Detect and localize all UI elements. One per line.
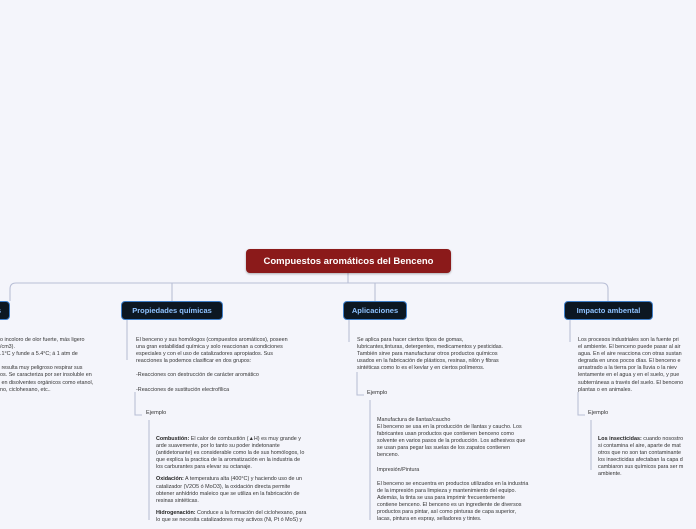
topic-propiedades-quimicas[interactable]	[121, 301, 223, 320]
insecticidas-item	[598, 436, 683, 479]
hidrogenacion-desc: Conduce a la formación del ciclohexano, para lo que se necesita catalizadores muy activos (Ni, Pt ó MoS) y	[156, 509, 307, 523]
hidrogenacion-item	[156, 510, 306, 524]
hidrogenacion-term: Hidrogenación:	[156, 509, 196, 516]
aplicaciones-ejemplo-details: Manufactura de llantas/caucho El benceno se usa en la producción de llantas y caucho. Los fabricantes usan productos que contienen benceno como solvente en varios pasos de la producción. Los adhesivos que se usan para pegar las suelas de los zapatos contienen benceno. Impresión/Pintura El benceno se encuentra en productos utilizados en la industria de la impresión para limpieza y mantenimiento del equipo. Además, la tinta se usa para imprimir frecuentemente contiene benceno. El benceno es un ingrediente de diversos productos para pintar, así como pinturas de capa superior, lacas, pintura en espray, selladores y tintes.	[377, 417, 529, 523]
topic-aplicaciones-label: Aplicaciones	[351, 306, 399, 315]
topic-aplicaciones[interactable]	[343, 301, 407, 320]
topic-left-partial[interactable]	[0, 301, 10, 320]
topic-left-label	[0, 306, 1, 315]
propiedades-text: El benceno y sus homólogos (compuestos aromáticos), poseen una gran estabilidad química y solo reaccionan a condiciones especiales y con el uso de catalizadores apropiados. Sus reacciones la podemos clasificar en dos grupos: -Reacciones con destrucción de carácter aromático -Reacciones de sustitución electrofílica	[136, 337, 288, 393]
oxidacion-term: Oxidación:	[156, 476, 184, 483]
aplicaciones-ejemplo-label[interactable]: Ejemplo	[367, 390, 388, 396]
topic-propiedades-label: Propiedades químicas	[132, 306, 212, 315]
root-title: Compuestos aromáticos del Benceno	[263, 255, 434, 267]
left-topic-text: o incoloro de olor fuerte, más ligero /cm3). .1°C y funde a 5.4°C; á 1 atm de resulta muy peligroso respirar sus os. Se caracteriza por ser insoluble en en disolventes orgánicos como etanol, no, ciclohexano, etc..	[0, 337, 94, 393]
insecticidas-desc: cuando nosostro si contamina el aire, aparte de mat otros que no son tan contaminante los insecticidas afectaban la capa d cambiaron sus químicos para ser m ambiente.	[598, 436, 684, 478]
impacto-ejemplo-details	[598, 436, 683, 484]
insecticidas-term: Los insecticidas:	[598, 436, 642, 442]
impacto-ejemplo-label[interactable]: Ejemplo	[588, 410, 609, 416]
oxidacion-desc: A temperatura alta (400°C) y haciendo uso de un catalizador (V2O5 ó MoO3), la oxidación directa permite obtener anhídrido maleico que se utiliza en la fabricación de resinas sintéticas.	[156, 476, 302, 504]
combustion-desc: El calor de combustión (▲H) es muy grande y arde suavemente, por lo tanto su poder indetonante (antidetonante) es considerable como la de sus homólogos, lo que explica la practica de la aromatización en la industria de los carburantes para elevar su octanaje.	[156, 436, 305, 471]
oxidacion-item	[156, 476, 306, 504]
topic-impacto-label: Impacto ambental	[576, 306, 641, 315]
impacto-text: Los procesos industriales son la fuente pri el ambiente. El benceno puede pasar al air agua. En el aire reacciona con otras sustan degrada en unos pocos días. El benceno e arrastrado a la tierra por la lluvia o la niev lentamente en el agua y en el suelo, y pue subterráneas a través del suelo. El benceno plantas o en animales.	[578, 337, 684, 393]
combustion-term: Combustión:	[156, 436, 190, 442]
combustion-item	[156, 436, 306, 471]
propiedades-ejemplo-label[interactable]: Ejemplo	[146, 410, 167, 416]
aplicaciones-text: Se aplica para hacer ciertos tipos de gomas, lubricantes,tinturas, detergentes, medicamentos y pesticidas. También sirve para manufacturar otros productos químicos usados en la fabricación de plásticos, resinas, nilón y fibras sintéticas como lo es el kevlar y en ciertos polímeros.	[357, 337, 503, 372]
propiedades-ejemplo-details	[156, 436, 306, 529]
root-node[interactable]	[246, 249, 451, 273]
topic-impacto-ambental[interactable]	[564, 301, 653, 320]
